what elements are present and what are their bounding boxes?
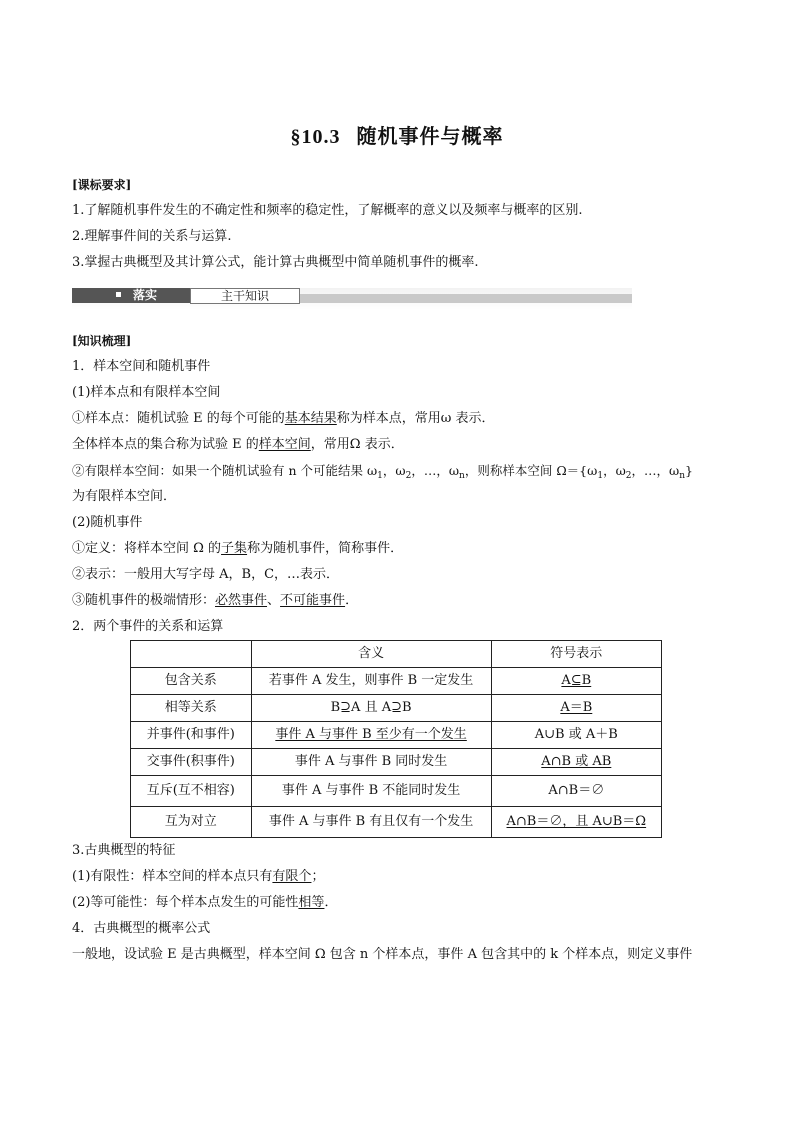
table-header-row [131, 641, 662, 668]
table-header-cell [131, 641, 252, 668]
table-row [131, 807, 662, 838]
table-row [131, 749, 662, 776]
table-cell: 互为对立 [131, 807, 252, 838]
section-3-heading: 3.古典概型的特征 [72, 843, 176, 858]
table-cell: 相等关系 [131, 695, 252, 722]
requirement-item: 2.理解事件间的关系与运算. [72, 229, 232, 244]
requirement-item: 1.了解随机事件发生的不确定性和频率的稳定性，了解概率的意义以及频率与概率的区别. [72, 203, 583, 218]
section-banner [72, 288, 632, 310]
table-cell: A∪B 或 A＋B [491, 722, 661, 749]
paragraph: (2)等可能性：每个样本点发生的可能性相等． [72, 895, 338, 910]
paragraph: ②有限样本空间：如果一个随机试验有 n 个可能结果 $\omega_1$，$\omega_2$，…，$\omega_n$，则称样本空间 $\Omega=\{\omega_1$，$\omega_2$，…，$\omega_n$} [72, 463, 693, 481]
table-row [131, 668, 662, 695]
event-relations-table [130, 640, 662, 838]
section-4-heading: 4．古典概型的概率公式 [72, 921, 211, 936]
table-cell: 互斥(互不相容) [131, 776, 252, 807]
square-bullet-icon [116, 292, 121, 297]
banner-tab-dark: 落实 [72, 288, 190, 303]
paragraph: ①定义：将样本空间 Ω 的子集称为随机事件，简称事件． [72, 541, 404, 556]
paragraph: ③随机事件的极端情形：必然事件、不可能事件． [72, 593, 359, 608]
paragraph: 为有限样本空间． [72, 489, 177, 504]
table-row [131, 695, 662, 722]
table-cell: 并事件(和事件) [131, 722, 252, 749]
table-cell: A＝B [491, 695, 661, 722]
table-cell: A⊆B [491, 668, 661, 695]
table-cell: 事件 A 与事件 B 至少有一个发生 [251, 722, 491, 749]
paragraph: ②表示：一般用大写字母 A，B，C，…表示． [72, 567, 340, 582]
table-cell: A∩B 或 AB [491, 749, 661, 776]
section-2-heading: 2．两个事件的关系和运算 [72, 619, 224, 634]
banner-tab-light: 主干知识 [190, 288, 300, 304]
knowledge-heading: [知识梳理] [72, 334, 132, 348]
table-cell: 交事件(积事件) [131, 749, 252, 776]
section-1-heading: 1．样本空间和随机事件 [72, 359, 211, 374]
page-title [0, 120, 794, 149]
paragraph: (1)有限性：样本空间的样本点只有有限个； [72, 869, 325, 884]
table-cell: B⊇A 且 A⊇B [251, 695, 491, 722]
table-cell: 事件 A 与事件 B 同时发生 [251, 749, 491, 776]
table-cell: A∩B＝∅，且 A∪B＝Ω [491, 807, 661, 838]
section-number: §10.3 [290, 126, 341, 148]
paragraph: 一般地，设试验 E 是古典概型，样本空间 Ω 包含 n 个样本点，事件 A 包含其中的 k 个样本点，则定义事件 [72, 947, 693, 962]
subsection-heading: (1)样本点和有限样本空间 [72, 385, 221, 400]
table-row [131, 722, 662, 749]
table-cell: A∩B＝∅ [491, 776, 661, 807]
requirement-item: 3.掌握古典概型及其计算公式，能计算古典概型中简单随机事件的概率. [72, 255, 479, 270]
table-cell: 若事件 A 发生，则事件 B 一定发生 [251, 668, 491, 695]
content [72, 172, 732, 968]
paragraph: ①样本点：随机试验 E 的每个可能的基本结果称为样本点，常用ω 表示． [72, 411, 495, 426]
table-row [131, 776, 662, 807]
section-title: 随机事件与概率 [356, 124, 504, 148]
table-header-cell: 符号表示 [491, 641, 661, 668]
table-cell: 包含关系 [131, 668, 252, 695]
subsection-heading: (2)随机事件 [72, 515, 143, 530]
table-cell: 事件 A 与事件 B 不能同时发生 [251, 776, 491, 807]
requirements-heading: [课标要求] [72, 178, 132, 192]
table-header-cell: 含义 [251, 641, 491, 668]
table-cell: 事件 A 与事件 B 有且仅有一个发生 [251, 807, 491, 838]
paragraph: 全体样本点的集合称为试验 E 的样本空间，常用Ω 表示． [72, 437, 404, 452]
